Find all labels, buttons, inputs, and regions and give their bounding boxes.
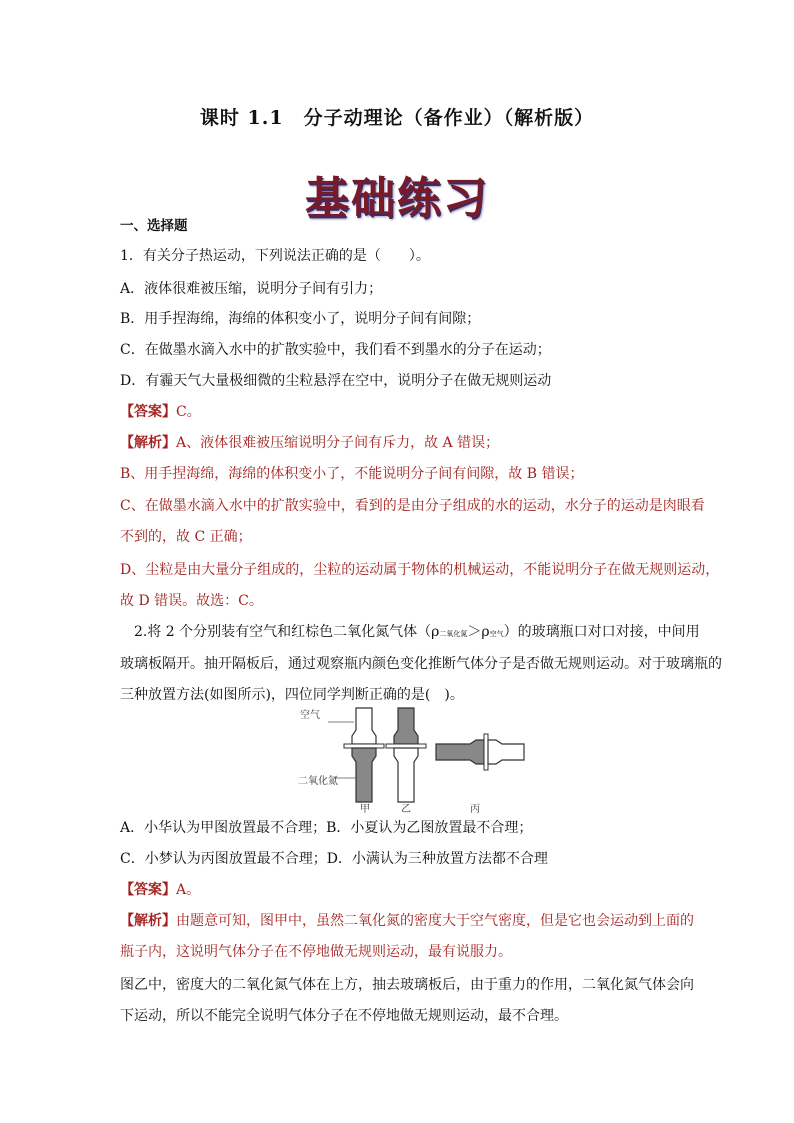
bottle-set-jia [298, 708, 384, 814]
bottles-diagram [298, 704, 528, 814]
q1-option-a: A．液体很难被压缩，说明分子间有引力； [120, 281, 383, 297]
q2-analysis-line: 瓶子内，这说明气体分子在不停地做无规则运动，最有说服力。 [120, 944, 512, 960]
q2-options-ab: A．小华认为甲图放置最不合理；B．小夏认为乙图放置最不合理； [120, 820, 533, 836]
q2-analysis-line [120, 911, 702, 931]
left-bottle-bing [436, 740, 484, 764]
q2-stem-line3: 三种放置方法(如图所示)，四位同学判断正确的是( )。 [120, 687, 464, 703]
q1-analysis-line: D、尘粒是由大量分子组成的，尘粒的运动属于物体的机械运动，不能说明分子在做无规则运动， [120, 562, 720, 578]
q2-stem-line2: 玻璃板隔开。抽开隔板后，通过观察瓶内颜色变化推断气体分子是否做无规则运动。对于玻璃瓶的 [120, 656, 722, 672]
answer-tag: 【答案】 [120, 882, 176, 898]
q1-option-d: D．有霾天气大量极细微的尘粒悬浮在空中，说明分子在做无规则运动 [120, 373, 552, 389]
q1-analysis-line: 故 D 错误。故选：C。 [120, 593, 263, 609]
q1-analysis-line [120, 433, 702, 453]
label-jia: 甲 [360, 804, 370, 814]
lower-bottle-yi [394, 748, 418, 802]
analysis-tag: 【解析】 [120, 913, 176, 929]
document-title: 课时 1.1 分子动理论（备作业）（解析版） [199, 107, 595, 129]
right-bottle-bing [488, 740, 524, 764]
q2-analysis-line: 图乙中，密度大的二氧化氮气体在上方，抽去玻璃板后，由于重力的作用，二氧化氮气体会向 [120, 977, 694, 993]
bottles-figure [298, 704, 528, 814]
q1-answer [120, 402, 702, 422]
bottle-set-yi [386, 708, 426, 814]
q1-option-b: B．用手捏海绵，海绵的体积变小了，说明分子间有间隙； [120, 311, 481, 327]
upper-bottle-jia [352, 708, 376, 744]
section-banner: 基础练习 [305, 173, 489, 224]
answer-value: A。 [176, 882, 201, 898]
analysis-tag: 【解析】 [120, 435, 176, 451]
section-heading: 一、选择题 [120, 218, 188, 234]
lower-bottle-jia [352, 748, 376, 802]
q2-stem-line1: 2.将 2 个分别装有空气和红棕色二氧化氮气体（ρ二氧化氮＞ρ空气）的玻璃瓶口对口对接，中间用 [134, 624, 700, 640]
answer-tag: 【答案】 [120, 404, 176, 420]
q2-answer [120, 880, 702, 900]
label-yi: 乙 [401, 804, 411, 814]
answer-value: C。 [176, 404, 201, 420]
q2-analysis-line: 下运动，所以不能完全说明气体分子在不停地做无规则运动，最不合理。 [120, 1008, 568, 1024]
q1-analysis-line: C、在做墨水滴入水中的扩散实验中，看到的是由分子组成的水的运动，水分子的运动是肉眼看 [120, 498, 705, 514]
label-no2: 二氧化氮 [298, 776, 338, 787]
q1-option-c: C．在做墨水滴入水中的扩散实验中，我们看不到墨水的分子在运动； [120, 342, 551, 358]
label-bing: 丙 [470, 804, 480, 814]
analysis-text: 由题意可知，图甲中，虽然二氧化氮的密度大于空气密度，但是它也会运动到上面的 [176, 913, 694, 929]
q1-stem: 1．有关分子热运动，下列说法正确的是（ ）。 [120, 248, 430, 264]
q2-options-cd: C．小梦认为丙图放置最不合理；D．小满认为三种放置方法都不合理 [120, 851, 548, 867]
upper-bottle-yi [394, 708, 418, 744]
label-air: 空气 [300, 710, 320, 721]
analysis-text: A、液体很难被压缩说明分子间有斥力，故 A 错误； [176, 435, 500, 451]
q1-analysis-line: 不到的，故 C 正确； [120, 529, 252, 545]
q1-analysis-line: B、用手捏海绵，海绵的体积变小了，不能说明分子间有间隙，故 B 错误； [120, 466, 584, 482]
bottle-set-bing [436, 734, 524, 814]
